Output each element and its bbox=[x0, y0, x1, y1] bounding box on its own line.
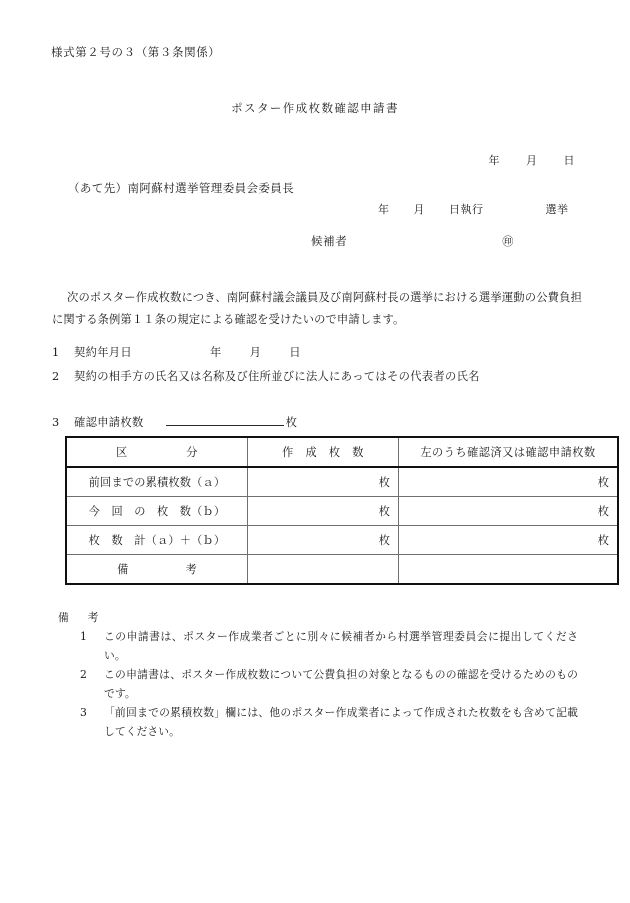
exec-day-label: 日執行 bbox=[449, 203, 484, 216]
item-3-label: 確認申請枚数 bbox=[74, 416, 144, 429]
requested-count-input[interactable] bbox=[166, 412, 284, 426]
exec-year-label: 年 bbox=[378, 203, 390, 216]
note-2-text: この申請書は、ポスター作成枚数について公費負担の対象となるものの確認を受けるためのものです。 bbox=[104, 668, 578, 700]
row-made-current[interactable]: 枚 bbox=[248, 497, 399, 526]
item-2-number: 2 bbox=[52, 370, 60, 383]
note-3-number: 3 bbox=[80, 706, 87, 719]
notes-title: 備 考 bbox=[58, 611, 103, 624]
header-confirmed-count: 左のうち確認済又は確認申請枚数 bbox=[399, 437, 619, 467]
addressee-line: （あて先）南阿蘇村選挙管理委員会委員長 bbox=[68, 181, 295, 195]
table-row bbox=[66, 526, 618, 555]
note-item bbox=[80, 665, 578, 703]
date-month-label: 月 bbox=[526, 154, 538, 167]
item-1-year: 年 bbox=[210, 346, 222, 359]
row-remarks-confirmed[interactable] bbox=[399, 555, 619, 585]
exec-election-label: 選挙 bbox=[545, 203, 569, 216]
row-remarks-made[interactable] bbox=[248, 555, 399, 585]
table-row bbox=[66, 497, 618, 526]
note-item bbox=[80, 703, 578, 741]
note-1-text: この申請書は、ポスター作成業者ごとに別々に候補者から村選挙管理委員会に提出してください。 bbox=[104, 630, 578, 662]
note-item bbox=[80, 627, 578, 665]
item-requested-count bbox=[52, 412, 297, 430]
row-confirmed-cumulative[interactable]: 枚 bbox=[399, 467, 619, 497]
item-1-month: 月 bbox=[249, 346, 262, 359]
header-category: 区 分 bbox=[66, 437, 248, 467]
item-3-unit: 枚 bbox=[285, 416, 298, 429]
date-year-label: 年 bbox=[488, 154, 500, 167]
header-made-count: 作 成 枚 数 bbox=[248, 437, 399, 467]
item-1-label: 契約年月日 bbox=[74, 346, 132, 359]
table-header-row bbox=[66, 437, 618, 467]
candidate-label: 候補者 bbox=[311, 234, 348, 248]
page-title: ポスター作成枚数確認申請書 bbox=[231, 101, 399, 115]
item-contract-date bbox=[52, 344, 301, 360]
poster-count-table bbox=[65, 436, 619, 585]
item-1-number: 1 bbox=[52, 346, 60, 359]
row-label-cumulative: 前回までの累積枚数（ａ） bbox=[66, 467, 248, 497]
note-3-text: 「前回までの累積枚数」欄には、他のポスター作成業者によって作成された枚数をも含めて記載してください。 bbox=[104, 706, 578, 738]
body-paragraph: 次のポスター作成枚数につき、南阿蘇村議会議員及び南阿蘇村長の選挙における選挙運動の公費負担に関する条例第１１条の規定による確認を受けたいので申請します。 bbox=[52, 291, 582, 326]
row-confirmed-total[interactable]: 枚 bbox=[399, 526, 619, 555]
row-made-cumulative[interactable]: 枚 bbox=[248, 467, 399, 497]
row-label-current: 今 回 の 枚 数（ｂ） bbox=[66, 497, 248, 526]
row-confirmed-current[interactable]: 枚 bbox=[399, 497, 619, 526]
item-3-number: 3 bbox=[52, 416, 60, 429]
table-row bbox=[66, 467, 618, 497]
item-counterparty-name bbox=[52, 368, 480, 384]
row-label-remarks: 備 考 bbox=[66, 555, 248, 585]
row-label-total: 枚 数 計（ａ）＋（ｂ） bbox=[66, 526, 248, 555]
item-2-label: 契約の相手方の氏名又は名称及び住所並びに法人にあってはその代表者の氏名 bbox=[74, 370, 480, 383]
note-1-number: 1 bbox=[80, 630, 87, 643]
seal-icon: ㊞ bbox=[502, 235, 514, 248]
date-day-label: 日 bbox=[563, 154, 575, 167]
notes-section bbox=[58, 610, 578, 741]
form-number: 様式第２号の３（第３条関係） bbox=[51, 45, 221, 59]
submission-date-line bbox=[489, 152, 576, 168]
exec-month-label: 月 bbox=[413, 203, 425, 216]
note-2-number: 2 bbox=[80, 668, 87, 681]
item-1-day: 日 bbox=[289, 346, 301, 359]
election-execution-line bbox=[378, 201, 569, 217]
table-row bbox=[66, 555, 618, 585]
candidate-line bbox=[311, 233, 514, 249]
row-made-total[interactable]: 枚 bbox=[248, 526, 399, 555]
